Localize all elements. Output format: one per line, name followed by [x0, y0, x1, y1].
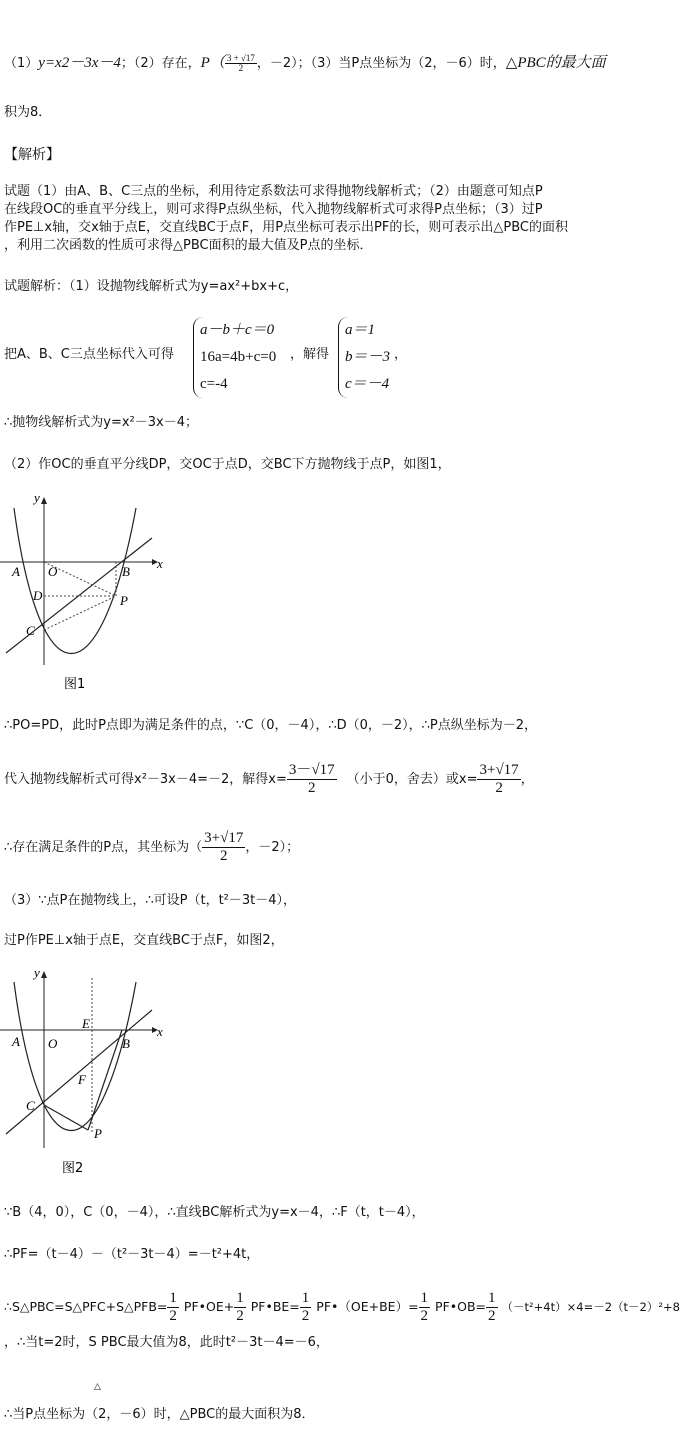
solution-line-solve	[4, 762, 534, 797]
equation-system-1	[193, 317, 276, 398]
analysis-heading: 【解析】	[4, 147, 60, 163]
answer-equation: y=x2－3x－4	[38, 55, 121, 71]
area-part: PF•（OE+BE）=	[316, 1299, 419, 1314]
solution-comma: ，	[394, 347, 408, 362]
half-fraction	[419, 1290, 431, 1325]
answer-part-e: △PBC的最大面	[505, 55, 606, 71]
label-p: P	[94, 1126, 102, 1141]
figure-1-caption: 图1	[64, 677, 86, 692]
fraction-denominator: 2	[219, 848, 228, 864]
line-cp	[44, 1105, 88, 1130]
fraction-denominator: 2	[169, 1308, 177, 1324]
answer-part-b: ；（2）存在，	[120, 56, 201, 71]
solve-fraction-1	[287, 762, 337, 797]
area-part: PF•OE+	[183, 1299, 235, 1314]
label-c: C	[26, 1098, 35, 1113]
solution-line: 过P作PE⊥x轴于点E，交直线BC于点F，如图2，	[4, 933, 284, 948]
label-p: P	[120, 593, 128, 608]
figure-1	[0, 490, 180, 698]
solution-line: （3）∵点P在抛物线上，∴可设P（t，t²－3t－4），	[4, 893, 297, 908]
fraction-numerator: 3－√17	[288, 762, 335, 778]
label-c: C	[26, 623, 35, 638]
fraction-denominator: 2	[308, 780, 316, 796]
equation-row: c=-4	[200, 376, 228, 392]
equation-row: a＝1	[345, 322, 376, 338]
exists-prefix: ∴存在满足条件的P点，其坐标为（	[4, 840, 203, 855]
label-d: D	[33, 588, 43, 603]
answer-fraction	[225, 54, 257, 73]
area-part: PF•BE=	[250, 1299, 300, 1314]
label-x: x	[157, 1024, 163, 1039]
label-o: O	[48, 1036, 58, 1051]
equation-row: 16a=4b+c=0	[200, 349, 277, 365]
half-fraction	[486, 1290, 498, 1325]
area-part: ∴S△PBC=S△PFC+S△PFB=	[4, 1299, 168, 1314]
solution-line: ，∴当t=2时，S PBC最大值为8，此时t²－3t－4=－6，	[4, 1335, 329, 1350]
label-b: B	[122, 564, 130, 579]
line-cp	[44, 596, 116, 630]
half-fraction	[167, 1290, 179, 1325]
y-axis-arrow	[41, 971, 47, 978]
label-y: y	[34, 490, 40, 505]
fraction-numerator: 1	[420, 1290, 429, 1306]
triangle-subscript: △	[94, 1382, 101, 1392]
label-e: E	[82, 1016, 90, 1031]
solve-fraction-2	[477, 762, 520, 797]
half-fraction	[300, 1290, 312, 1325]
label-y: y	[34, 965, 40, 980]
label-x: x	[157, 556, 163, 571]
fraction-numerator: 3 + √17	[226, 53, 255, 63]
fraction-denominator: 2	[301, 1308, 310, 1324]
equation-row: c＝－4	[345, 376, 390, 392]
answer-line-1	[4, 54, 606, 73]
solution-line: 试题解析：（1）设抛物线解析式为y=ax²+bx+c，	[4, 279, 299, 294]
solve-prefix: 代入抛物线解析式可得x²－3x－4=－2，解得x=	[4, 772, 287, 787]
solution-line: ∵B（4，0），C（0，－4），∴直线BC解析式为y=x－4，∴F（t，t－4），	[4, 1205, 425, 1220]
solution-line: ∴抛物线解析式为y=x²－3x－4；	[4, 415, 198, 430]
y-axis-arrow	[41, 497, 47, 504]
line-bp	[88, 1030, 122, 1130]
label-a: A	[12, 564, 20, 579]
fraction-denominator: 2	[420, 1308, 429, 1324]
fraction-numerator: 1	[301, 1290, 310, 1306]
solution-conclusion: ∴当P点坐标为（2，－6）时，△PBC的最大面积为8．	[4, 1407, 315, 1422]
equation-row: a－b＋c＝0	[200, 322, 275, 338]
analysis-text: 试题（1）由A、B、C三点的坐标，利用待定系数法可求得抛物线解析式；（2）由题意可知点P	[4, 184, 543, 199]
solution-area-line	[4, 1290, 680, 1325]
solution-line: ∴PO=PD，此时P点即为满足条件的点，∵C（0，－4），∴D（0，－2），∴P点纵坐标为－2，	[4, 718, 538, 733]
fraction-denominator: 2	[488, 1308, 496, 1324]
fraction-denominator: 2	[495, 780, 503, 796]
answer-part-d: P点坐标为（2，－6）时，	[351, 56, 506, 71]
exists-fraction	[202, 830, 245, 865]
solution-line: ∴PF=（t－4）－（t²－3t－4）=－t²+4t，	[4, 1247, 260, 1262]
answer-line-2: 积为8．	[4, 105, 52, 120]
solution-line-substitute: 把A、B、C三点坐标代入可得	[4, 347, 174, 362]
label-f: F	[78, 1072, 86, 1087]
label-a: A	[12, 1034, 20, 1049]
fraction-numerator: 1	[488, 1290, 496, 1306]
solution-solve-text: ，解得	[290, 347, 330, 362]
fraction-denominator: 2	[238, 63, 244, 73]
answer-part-c: ，－2）；（3）当	[256, 56, 352, 71]
label-o: O	[48, 564, 58, 579]
analysis-text: 在线段OC的垂直平分线上，则可求得P点纵坐标，代入抛物线解析式可求得P点坐标；（3）过P	[4, 202, 543, 217]
analysis-text: ，利用二次函数的性质可求得△PBC面积的最大值及P点的坐标．	[4, 238, 373, 253]
area-part: PF•OB=	[435, 1299, 487, 1314]
equation-system-2	[338, 317, 390, 398]
fraction-numerator: 3+√17	[479, 762, 519, 778]
fraction-numerator: 3+√17	[204, 830, 244, 846]
analysis-text: 作PE⊥x轴，交x轴于点E，交直线BC于点F，用P点坐标可表示出PF的长，则可表示出△PBC的面积	[4, 220, 568, 235]
area-part: （－t²+4t）×4=－2（t－2）²+8	[501, 1300, 680, 1314]
solve-suffix: ，	[520, 772, 534, 787]
fraction-numerator: 1	[169, 1290, 177, 1306]
solution-line-exists	[4, 830, 299, 865]
answer-p: P（	[200, 55, 225, 71]
half-fraction	[234, 1290, 246, 1325]
figure-2	[0, 962, 180, 1184]
solution-line: （2）作OC的垂直平分线DP，交OC于点D，交BC下方抛物线于点P，如图1，	[4, 457, 451, 472]
fraction-denominator: 2	[236, 1308, 244, 1324]
solve-mid: （小于0，舍去）或x=	[346, 772, 478, 787]
equation-row: b＝－3	[345, 349, 391, 365]
label-b: B	[122, 1036, 130, 1051]
fraction-numerator: 1	[236, 1290, 244, 1306]
answer-part-a: （1）	[4, 56, 39, 71]
exists-suffix: ，－2）；	[245, 840, 300, 855]
figure-2-caption: 图2	[62, 1161, 84, 1176]
